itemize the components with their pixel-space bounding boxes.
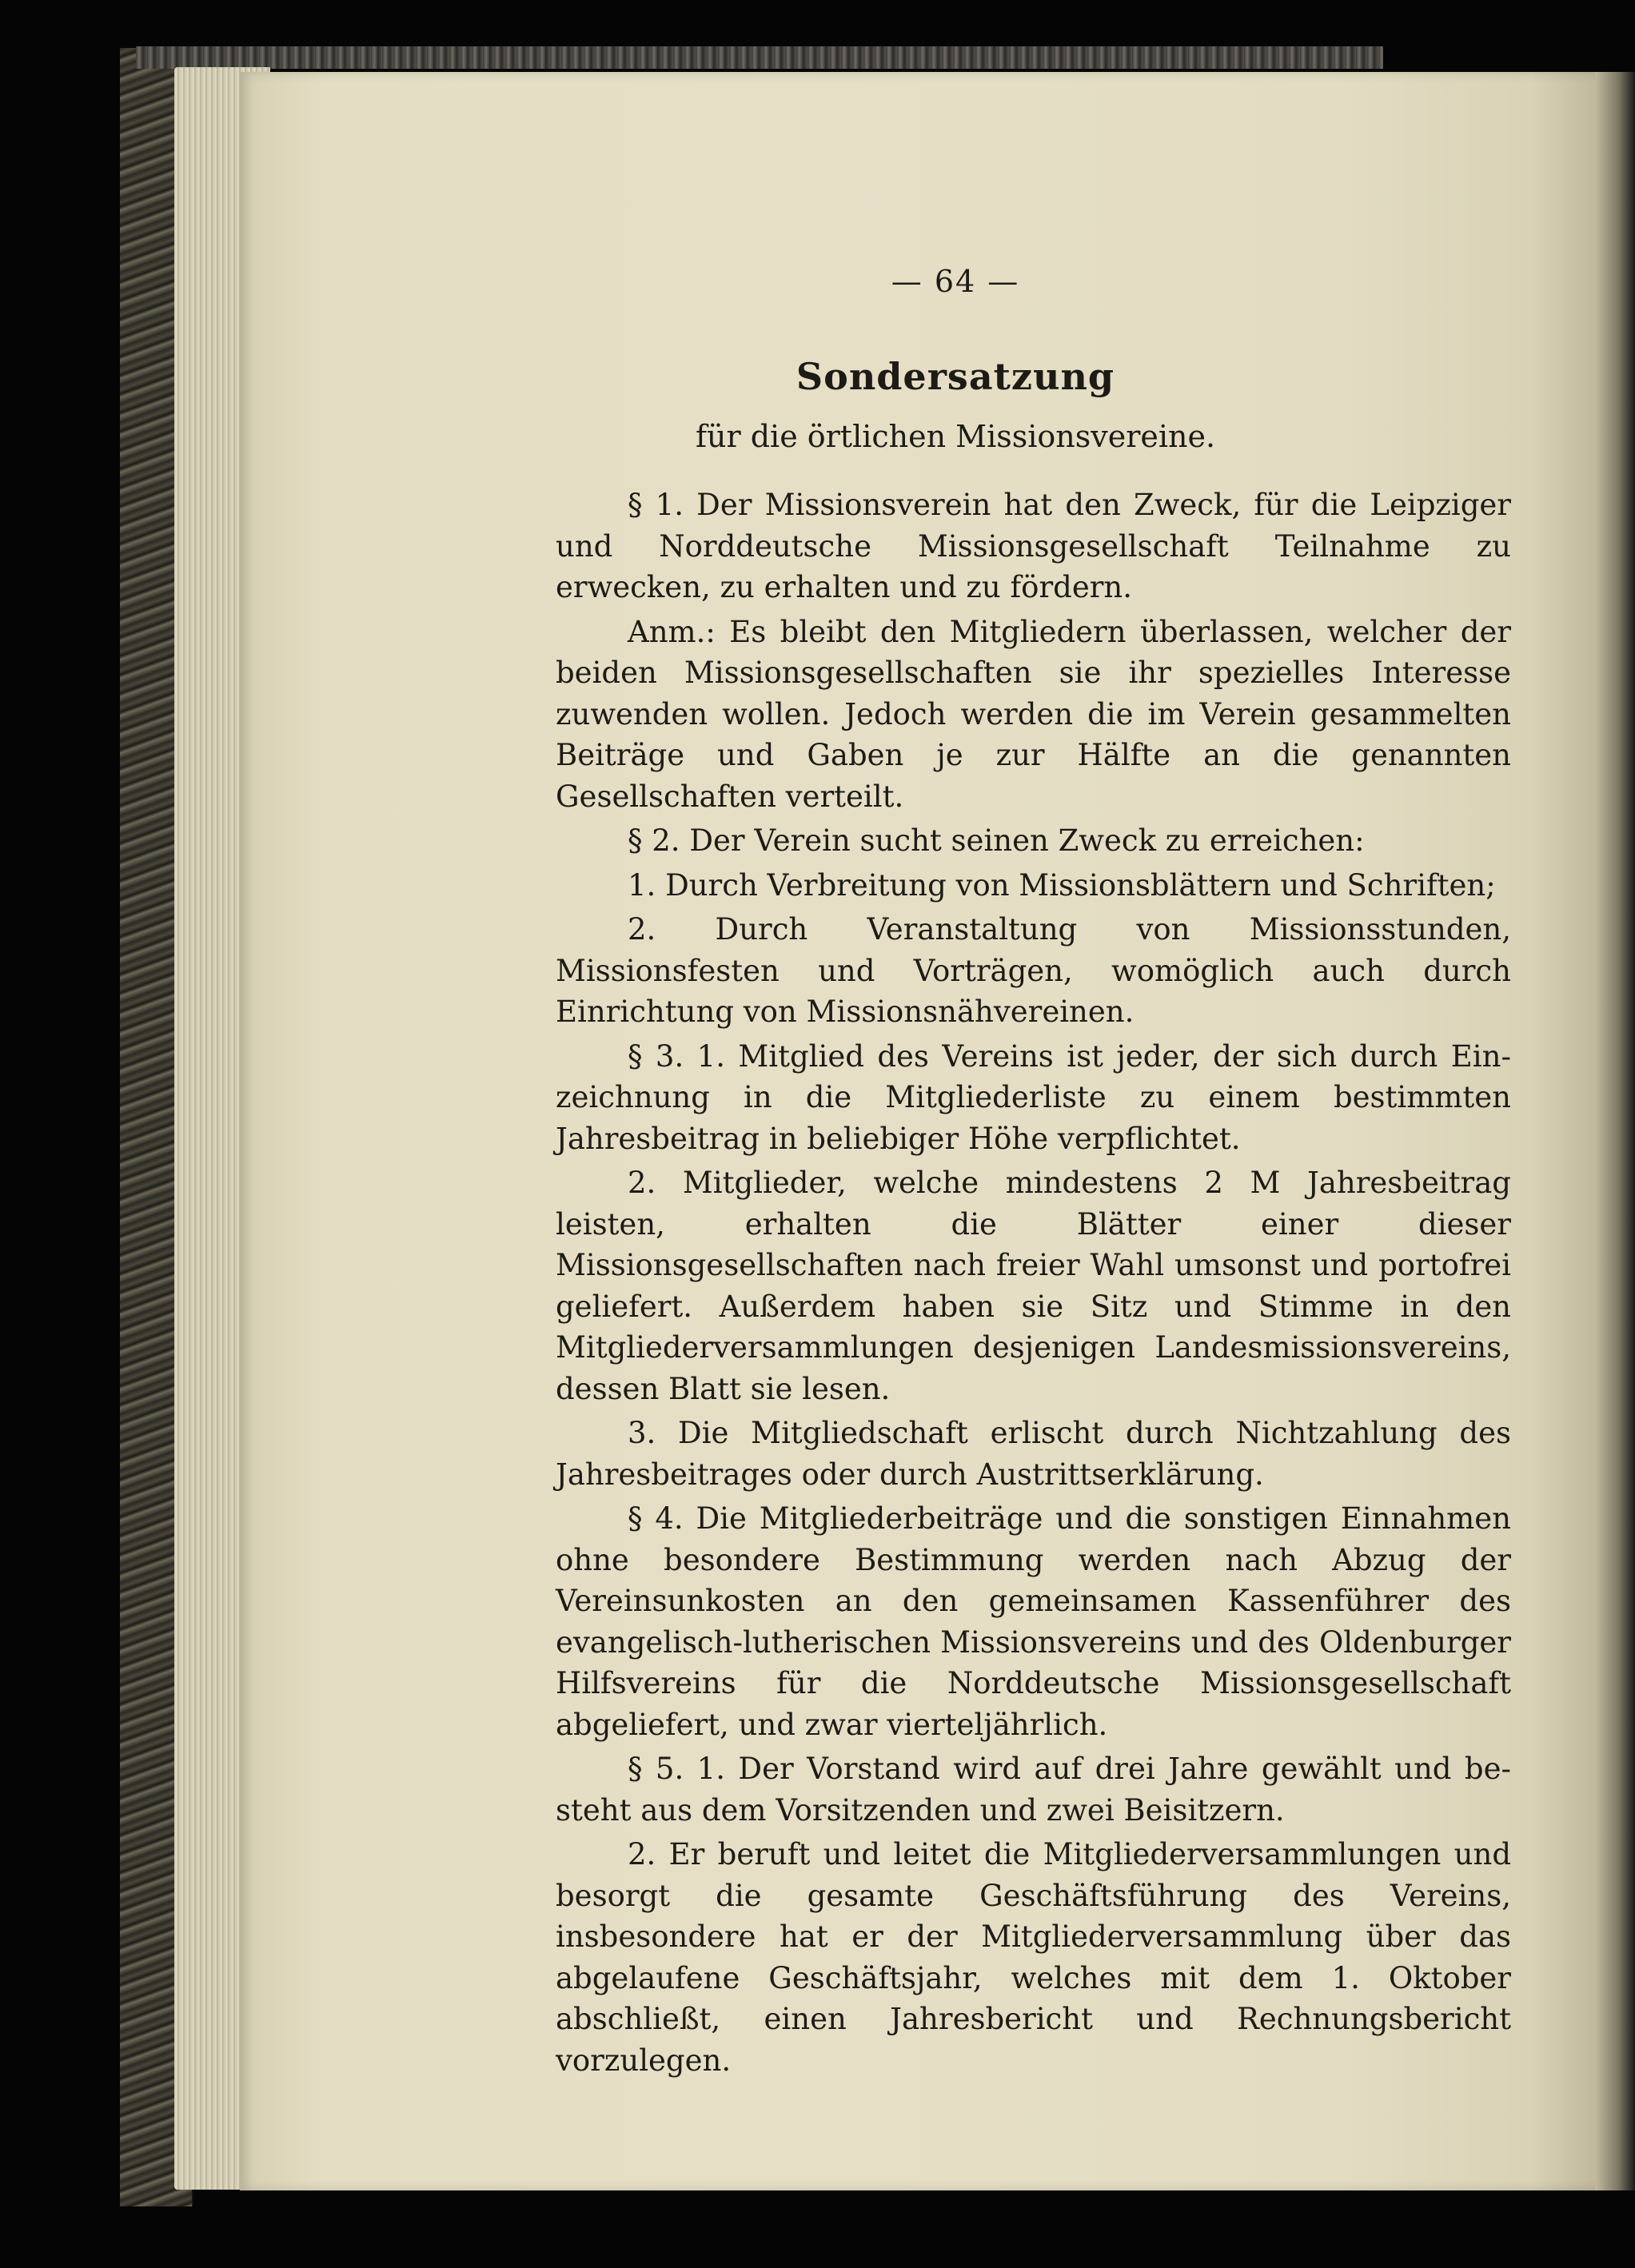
paragraph-s1: § 1. Der Missionsverein hat den Zweck, für die Leipziger und Norddeutsche Missionsgesellschaft Teilnahme zu erwecken, zu erhalten und zu fördern. bbox=[556, 488, 1511, 604]
paragraph-s2: § 2. Der Verein sucht seinen Zweck zu erreichen: bbox=[628, 823, 1365, 858]
paragraph-anm: Anm.: Es bleibt den Mitgliedern überlassen, welcher der beiden Missionsgesellschaften sie ihr spezielles Interesse zuwenden wollen. Jedoch werden die im Verein gesammelten Beiträge und Gaben je zur Hälfte an die genannten Gesellschaften verteilt. bbox=[556, 614, 1511, 814]
paragraph-s5-item2: 2. Er beruft und leitet die Mitgliederversammlungen und besorgt die gesamte Geschäftsführung des Vereins, insbesondere hat er der Mitgliederversammlung über das abgelaufene Geschäftsjahr, welches mit dem 1. Oktober abschließt, einen Jahresbericht und Rechnungsbericht vorzulegen. bbox=[556, 1837, 1511, 2078]
page-number: — 64 — bbox=[891, 264, 1020, 299]
paragraph-s4: § 4. Die Mitgliederbeiträge und die sonstigen Einnahmen ohne besondere Bestimmung werden nach Abzug der Vereinsunkosten an den gemeinsamen Kassenführer des evangelisch-lutherischen Missionsvereins und des Oldenburger Hilfsvereins für die Norddeutsche Missionsgesellschaft abgeliefert, und zwar vierteljährlich. bbox=[556, 1501, 1511, 1742]
book-cover-top-edge bbox=[136, 46, 1383, 69]
paragraph-s3-item3: 3. Die Mitgliedschaft erlischt durch Nichtzahlung des Jahresbeitrages oder durch Austrittserklärung. bbox=[556, 1416, 1511, 1492]
paragraph-s3-item2: 2. Mitglieder, welche mindestens 2 M Jahresbeitrag leisten, erhalten die Blätter einer dieser Missionsgesellschaften nach freier Wahl umsonst und portofrei geliefert. Außerdem haben sie Sitz und Stimme in den Mitgliederversammlungen desjenigen Landesmissionsvereins, dessen Blatt sie lesen. bbox=[556, 1166, 1511, 1406]
paragraph-s2-item1: 1. Durch Verbreitung von Missionsblättern und Schriften; bbox=[628, 867, 1496, 903]
page-title: Sondersatzung bbox=[796, 355, 1115, 398]
paragraph-s5-item1: § 5. 1. Der Vorstand wird auf drei Jahre gewählt und besteht aus dem Vorsitzenden und zwei Beisitzern. bbox=[556, 1752, 1511, 1828]
paragraph-s3-item1: § 3. 1. Mitglied des Vereins ist jeder, der sich durch Einzeichnung in die Mitgliederliste zu einem bestimmten Jahresbeitrag in beliebiger Höhe verpflichtet. bbox=[556, 1038, 1511, 1156]
page-gutter-shadow bbox=[1595, 72, 1635, 2190]
text-block bbox=[556, 264, 1511, 2081]
paragraph-s2-item2: 2. Durch Veranstaltung von Missionsstunden, Missionsfesten und Vorträgen, womöglich auch durch Einrichtung von Missionsnähvereinen. bbox=[556, 912, 1511, 1029]
page-subtitle: für die örtlichen Missionsvereine. bbox=[695, 419, 1216, 454]
